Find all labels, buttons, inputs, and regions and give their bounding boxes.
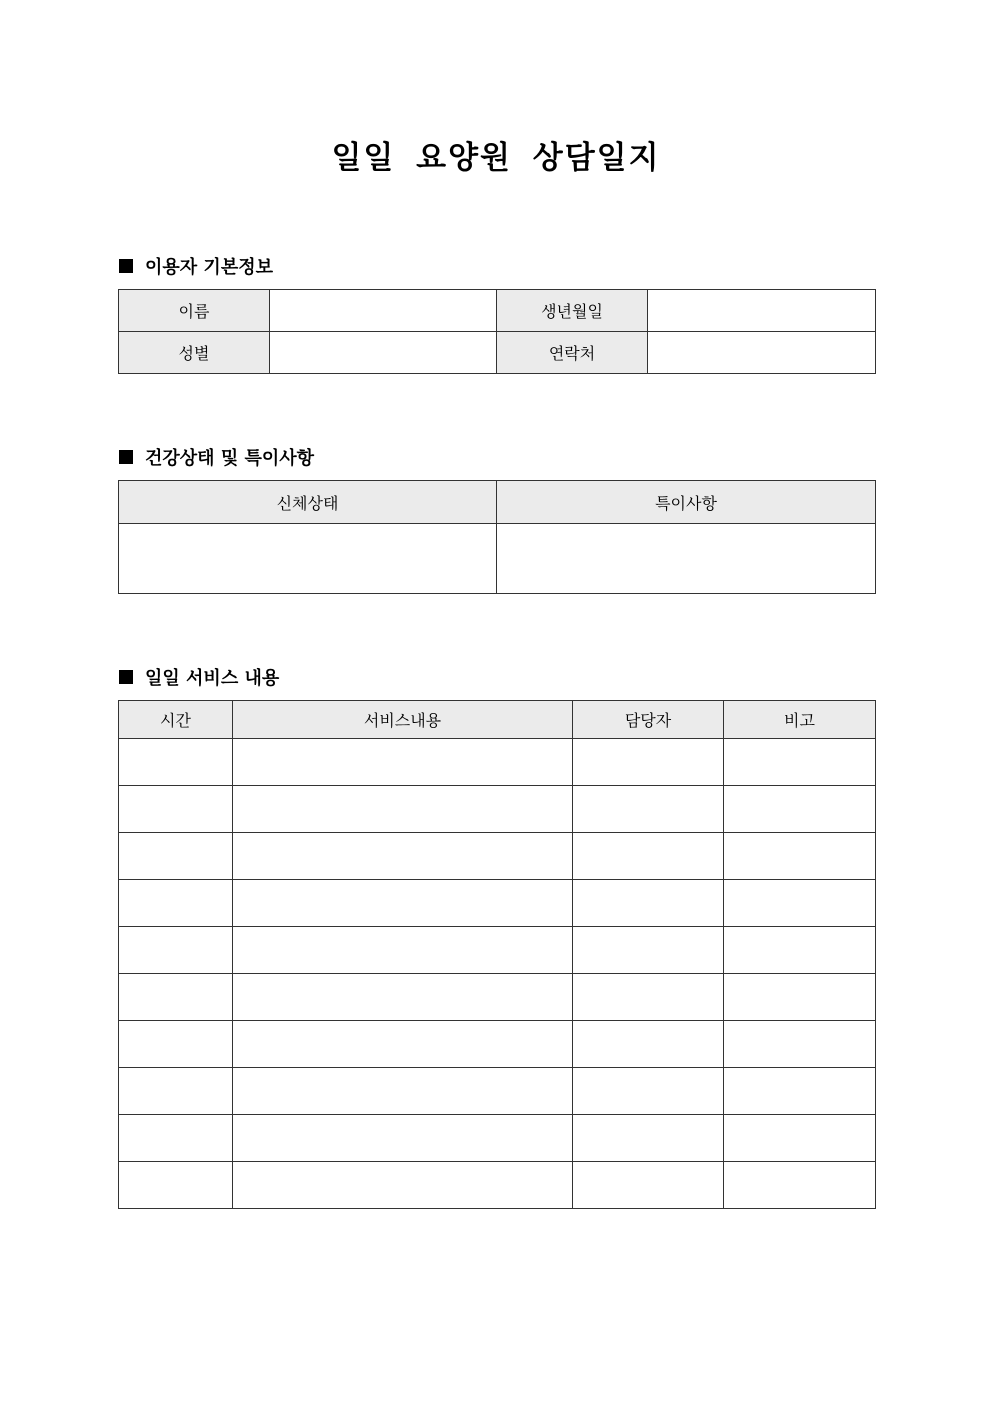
- remarks-cell[interactable]: [724, 1068, 876, 1115]
- staff-cell[interactable]: [573, 974, 724, 1021]
- section-heading-basic-info: [119, 253, 273, 279]
- service-content-cell[interactable]: [233, 833, 573, 880]
- service-content-header: 서비스내용: [233, 701, 573, 739]
- staff-cell[interactable]: [573, 1068, 724, 1115]
- table-row: [119, 974, 876, 1021]
- table-row: [119, 290, 876, 332]
- remarks-cell[interactable]: [724, 739, 876, 786]
- time-header: 시간: [119, 701, 233, 739]
- table-row: [119, 880, 876, 927]
- page-title: 일일 요양원 상담일지: [331, 140, 661, 176]
- time-cell[interactable]: [119, 1115, 233, 1162]
- table-row: [119, 927, 876, 974]
- table-row: [119, 524, 876, 594]
- staff-cell[interactable]: [573, 927, 724, 974]
- time-cell[interactable]: [119, 833, 233, 880]
- service-content-cell[interactable]: [233, 880, 573, 927]
- time-cell[interactable]: [119, 880, 233, 927]
- section-heading-label: 이용자 기본정보: [145, 257, 273, 278]
- gender-field[interactable]: [270, 332, 497, 374]
- table-row: [119, 833, 876, 880]
- service-table: [118, 700, 876, 1209]
- square-bullet-icon: [119, 259, 133, 273]
- special-notes-header: 특이사항: [497, 481, 876, 524]
- gender-label: 성별: [119, 332, 270, 374]
- table-row: [119, 332, 876, 374]
- service-content-cell[interactable]: [233, 1162, 573, 1209]
- name-label: 이름: [119, 290, 270, 332]
- birthdate-label: 생년월일: [497, 290, 648, 332]
- remarks-cell[interactable]: [724, 833, 876, 880]
- service-content-cell[interactable]: [233, 739, 573, 786]
- time-cell[interactable]: [119, 927, 233, 974]
- physical-condition-header: 신체상태: [119, 481, 497, 524]
- remarks-cell[interactable]: [724, 927, 876, 974]
- staff-cell[interactable]: [573, 833, 724, 880]
- time-cell[interactable]: [119, 1021, 233, 1068]
- service-content-cell[interactable]: [233, 927, 573, 974]
- table-row: [119, 1162, 876, 1209]
- staff-cell[interactable]: [573, 1115, 724, 1162]
- square-bullet-icon: [119, 450, 133, 464]
- staff-cell[interactable]: [573, 1162, 724, 1209]
- remarks-cell[interactable]: [724, 1115, 876, 1162]
- service-content-cell[interactable]: [233, 786, 573, 833]
- staff-cell[interactable]: [573, 739, 724, 786]
- staff-header: 담당자: [573, 701, 724, 739]
- health-table: [118, 480, 876, 594]
- service-rows: [119, 739, 876, 1209]
- staff-cell[interactable]: [573, 1021, 724, 1068]
- time-cell[interactable]: [119, 1068, 233, 1115]
- table-row: [119, 1068, 876, 1115]
- table-row: [119, 1115, 876, 1162]
- time-cell[interactable]: [119, 739, 233, 786]
- table-row: [119, 786, 876, 833]
- time-cell[interactable]: [119, 786, 233, 833]
- service-content-cell[interactable]: [233, 1115, 573, 1162]
- birthdate-field[interactable]: [648, 290, 876, 332]
- section-heading-health: [119, 444, 314, 470]
- time-cell[interactable]: [119, 1162, 233, 1209]
- staff-cell[interactable]: [573, 880, 724, 927]
- remarks-cell[interactable]: [724, 1162, 876, 1209]
- section-heading-services: [119, 664, 279, 690]
- remarks-cell[interactable]: [724, 1021, 876, 1068]
- physical-condition-field[interactable]: [119, 524, 497, 594]
- contact-label: 연락처: [497, 332, 648, 374]
- basic-info-table: [118, 289, 876, 374]
- remarks-header: 비고: [724, 701, 876, 739]
- section-heading-label: 일일 서비스 내용: [145, 668, 280, 689]
- service-content-cell[interactable]: [233, 1021, 573, 1068]
- table-header-row: [119, 701, 876, 739]
- contact-field[interactable]: [648, 332, 876, 374]
- table-header-row: [119, 481, 876, 524]
- section-heading-label: 건강상태 및 특이사항: [145, 448, 315, 469]
- remarks-cell[interactable]: [724, 880, 876, 927]
- table-row: [119, 1021, 876, 1068]
- name-field[interactable]: [270, 290, 497, 332]
- table-row: [119, 739, 876, 786]
- remarks-cell[interactable]: [724, 786, 876, 833]
- staff-cell[interactable]: [573, 786, 724, 833]
- special-notes-field[interactable]: [497, 524, 876, 594]
- time-cell[interactable]: [119, 974, 233, 1021]
- service-content-cell[interactable]: [233, 974, 573, 1021]
- remarks-cell[interactable]: [724, 974, 876, 1021]
- service-content-cell[interactable]: [233, 1068, 573, 1115]
- square-bullet-icon: [119, 670, 133, 684]
